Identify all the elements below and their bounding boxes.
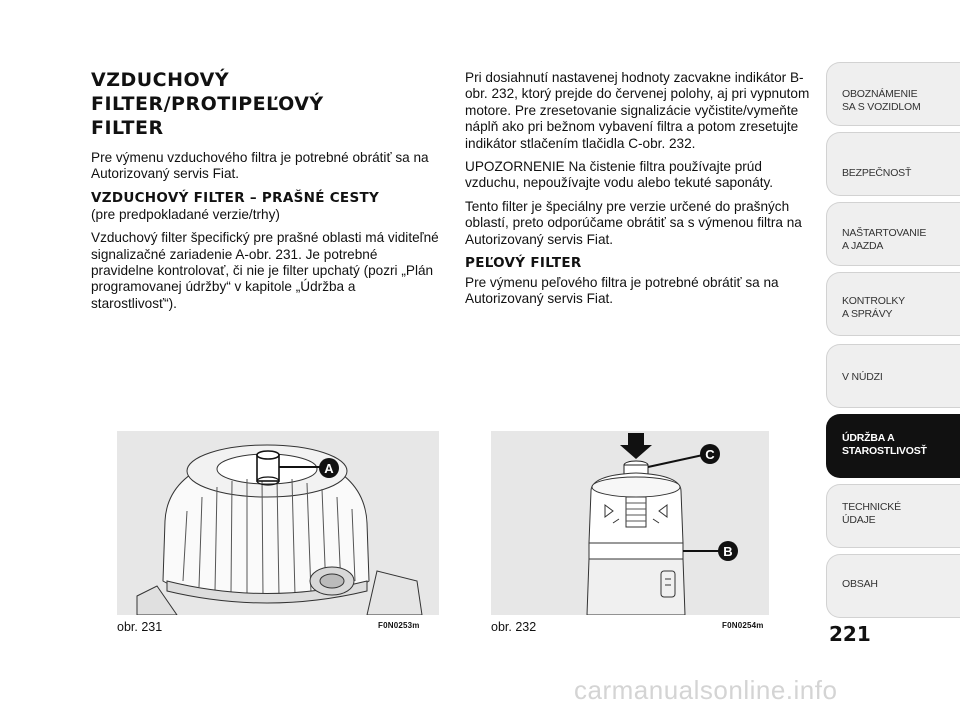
special-filter-paragraph: Tento filter je špeciálny pre verzie určené do prašných oblastí, preto odporúčame obrátiť sa s výmenou filtra na Autorizovaný servis Fiat. [465, 198, 802, 247]
figure-air-filter [117, 431, 439, 615]
tab-label: ÚDRŽBA A STAROSTLIVOSŤ [842, 432, 927, 457]
pollen-filter-heading: PEĽOVÝ FILTER [465, 255, 582, 272]
figure-indicator [491, 431, 769, 615]
pollen-filter-paragraph: Pre výmenu peľového filtra je potrebné obrátiť sa na Autorizovaný servis Fiat. [465, 275, 779, 307]
tab-label: NAŠTARTOVANIE A JAZDA [842, 227, 927, 252]
dusty-roads-heading: VZDUCHOVÝ FILTER – PRAŠNÉ CESTY [91, 189, 380, 206]
page-title-line-2: FILTER [91, 117, 164, 139]
dusty-filter-paragraph: Vzduchový filter špecifický pre prašné oblasti má viditeľné signalizačné zariadenie A-obr. 231. Je potrebné pravidelne kontrolovať, či nie je filter upchatý (pozri „Plán programovanej údržby“ v kapitole „Údržba a starostlivosť“). [91, 230, 439, 311]
tab-label: KONTROLKY A SPRÁVY [842, 295, 905, 320]
marker-b-label: B [723, 544, 733, 559]
indicator-paragraph: Pri dosiahnutí nastavenej hodnoty zacvakne indikátor B-obr. 232, ktorý prejde do červenej polohy, aj pri vypnutom motore. Pre zresetovanie signalizácie vyčistite/vymeňte náplň ako pri bežnom vybavení filtra a potom zresetujte indikátor stlačením tlačidla C-obr. 232. [465, 70, 810, 151]
press-arrow-icon [620, 433, 652, 459]
tab-contents[interactable] [826, 554, 960, 618]
tab-getting-to-know[interactable] [826, 62, 960, 126]
indicator-illustration [491, 431, 769, 615]
air-filter-illustration [117, 431, 439, 615]
tab-starting-driving[interactable] [826, 202, 960, 266]
figure-232-code: F0N0254m [722, 621, 764, 630]
tab-label: V NÚDZI [842, 371, 883, 383]
dusty-roads-note: (pre predpokladané verzie/trhy) [91, 206, 280, 222]
tab-label: TECHNICKÉ ÚDAJE [842, 501, 901, 526]
page-title [91, 68, 443, 140]
page-title-line-1: VZDUCHOVÝ FILTER/PROTIPEĽOVÝ [91, 69, 324, 115]
marker-c-label: C [705, 447, 715, 462]
tab-maintenance[interactable] [826, 414, 960, 478]
tab-safety[interactable] [826, 132, 960, 196]
watermark: carmanualsonline.info [574, 675, 838, 705]
marker-a-label: A [324, 461, 334, 476]
figure-231-code: F0N0253m [378, 621, 420, 630]
figure-231-caption: obr. 231 [117, 620, 163, 634]
tab-label: BEZPEČNOSŤ [842, 167, 912, 179]
intro-paragraph: Pre výmenu vzduchového filtra je potrebné obrátiť sa na Autorizovaný servis Fiat. [91, 150, 429, 182]
warning-paragraph: UPOZORNENIE Na čistenie filtra používajte prúd vzduchu, nepoužívajte vodu alebo tekuté saponáty. [465, 159, 774, 191]
tab-label: OBSAH [842, 578, 878, 590]
left-column [91, 68, 443, 319]
figure-232-caption: obr. 232 [491, 620, 537, 634]
tab-label: OBOZNÁMENIE SA S VOZIDLOM [842, 88, 921, 113]
tab-warnings[interactable] [826, 272, 960, 336]
page-number: 221 [829, 622, 871, 646]
tab-emergency[interactable] [826, 344, 960, 408]
right-column [465, 70, 817, 315]
tab-technical-data[interactable] [826, 484, 960, 548]
